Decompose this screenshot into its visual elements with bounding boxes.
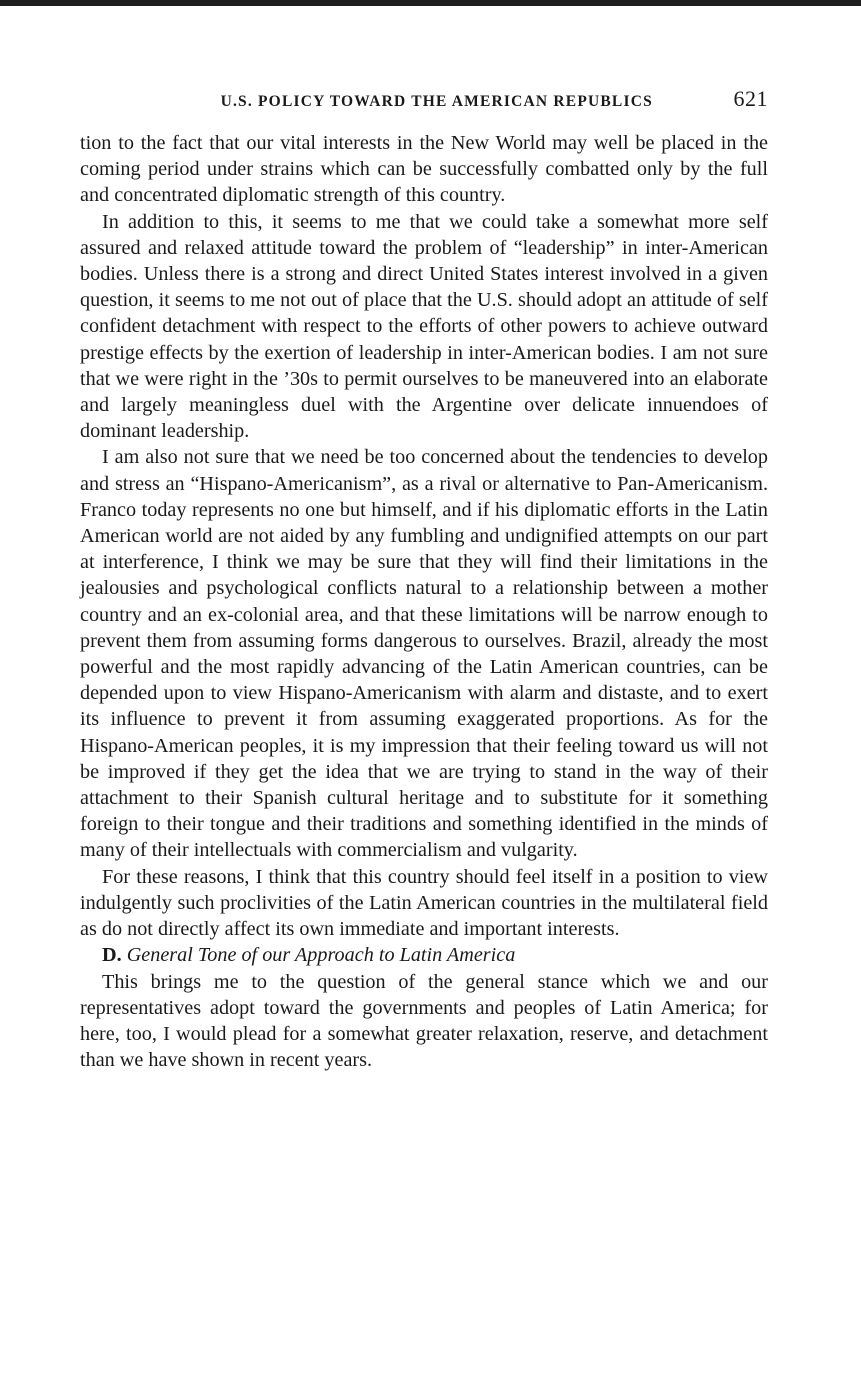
section-letter: D. (102, 944, 122, 967)
running-header (80, 86, 768, 122)
document-page (80, 86, 768, 1073)
section-title: General Tone of our Approach to Latin America (126, 944, 516, 967)
paragraph-hispano-americanism: I am also not sure that we need be too concerned about the tendencies to develop and stress an “Hispano-Americanism”, as a rival or alternative to Pan-Americanism. Franco today represents no one but himself, and if his diplomatic efforts in the Latin American world are not aided by any fumbling and undignified attempts on our part at interference, I think we may be sure that they will find their limitations in the jealousies and psychological conflicts natural to a relationship between a mother country and an ex-colonial area, and that these limitations will be narrow enough to prevent them from assuming forms dangerous to ourselves. Brazil, already the most powerful and the most rapidly advancing of the Latin American countries, can be depended upon to view Hispano-Americanism with alarm and distaste, and to exert its influence to prevent it from assuming exaggerated proportions. As for the Hispano-American peoples, it is my impression that their feeling toward us will not be improved if they get the idea that we are trying to stand in the way of their attachment to their Spanish cultural heritage and to substitute for it something foreign to their tongue and their traditions and something identified in the minds of many of their intellectuals with commercialism and vulgarity. (80, 446, 768, 862)
paragraph-leadership: In addition to this, it seems to me that we could take a somewhat more self assured and relaxed attitude toward the problem of “leadership” in inter-American bodies. Unless there is a strong and direct United States interest involved in a given question, it seems to me not out of place that the U.S. should adopt an attitude of self confident detachment with respect to the efforts of other powers to achieve outward prestige effects by the exertion of leadership in inter-American bodies. I am not sure that we were right in the ’30s to permit ourselves to be maneuvered into an elaborate and largely meaningless duel with the Argentine over delicate innuendoes of dominant leadership. (80, 210, 768, 443)
body-text (80, 130, 768, 1073)
paragraph-general-stance: This brings me to the question of the general stance which we and our representatives adopt toward the governments and peoples of Latin America; for here, too, I would plead for a somewhat greater relaxation, reserve, and detachment than we have shown in recent years. (80, 970, 768, 1072)
running-title: U.S. POLICY TOWARD THE AMERICAN REPUBLICS (220, 93, 653, 110)
paragraph-continued: tion to the fact that our vital interests in the New World may well be placed in the coming period under strains which can be successfully combatted only by the full and concentrated diplomatic strength of this country. (80, 132, 768, 207)
section-heading (80, 942, 768, 968)
top-border (0, 0, 861, 6)
paragraph-reasons: For these reasons, I think that this country should feel itself in a position to view indulgently such proclivities of the Latin American countries in the multilateral field as do not directly affect its own immediate and important interests. (80, 865, 768, 941)
page-number: 621 (733, 86, 768, 111)
